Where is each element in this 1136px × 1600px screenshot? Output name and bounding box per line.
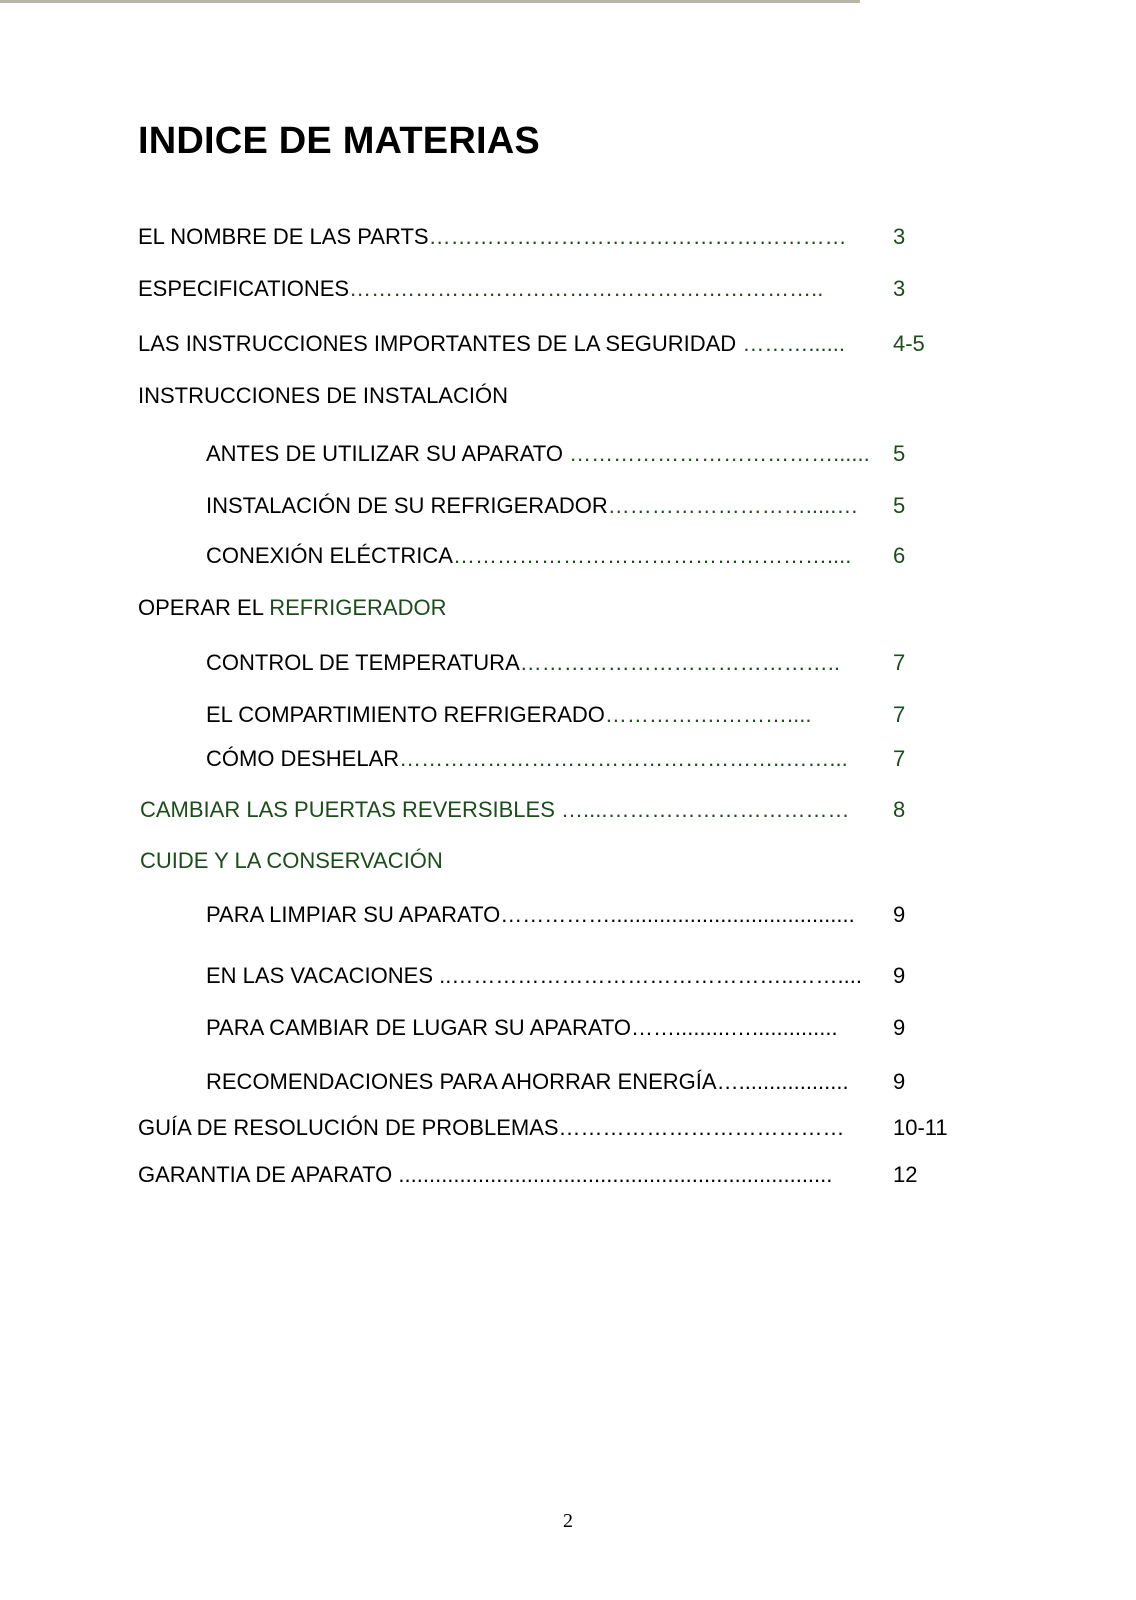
toc-section-label: CUIDE Y LA CONSERVACIÓN [140, 848, 443, 873]
toc-page-number: 12 [893, 1162, 918, 1187]
toc-entry-label: ANTES DE UTILIZAR SU APARATO [206, 441, 570, 466]
toc-leader: …….........….............. [631, 1015, 838, 1040]
toc-entry-label: ESPECIFICATIONES [138, 276, 350, 301]
toc-leader: ……………........................................ [500, 902, 855, 927]
toc-leader: ………………………………...... [569, 441, 870, 466]
toc-page-number: 9 [893, 963, 906, 988]
toc-entry-label: EN LAS VACACIONES [206, 963, 440, 988]
toc-leader: ……………………………………………..……... [399, 746, 848, 771]
toc-entry-moving[interactable] [206, 1015, 838, 1041]
toc-page-number: 7 [893, 702, 906, 727]
toc-entry-troubleshooting[interactable] [138, 1115, 845, 1141]
toc-entry-label: CÓMO DESHELAR [206, 746, 400, 771]
toc-page-number: 6 [893, 543, 906, 568]
top-rule [0, 0, 860, 3]
toc-leader: ..………………………………………..…….... [439, 963, 863, 988]
toc-leader: ……………………………………………………….. [349, 276, 824, 301]
toc-leader: ……………………….....… [607, 493, 859, 518]
toc-entry-label: EL NOMBRE DE LAS PARTS [138, 224, 429, 249]
toc-page-number: 9 [893, 1069, 906, 1094]
toc-entry-temp-control[interactable] [206, 650, 840, 676]
toc-entry-before-use[interactable] [206, 441, 870, 467]
toc-section-installation[interactable] [138, 383, 508, 409]
toc-entry-label: PARA LIMPIAR SU APARATO [206, 902, 501, 927]
toc-entry-label: CONEXIÓN ELÉCTRICA [206, 543, 453, 568]
toc-entry-warranty[interactable] [138, 1162, 832, 1188]
toc-leader: ………...... [742, 331, 845, 356]
toc-entry-electrical[interactable] [206, 543, 851, 569]
toc-entry-label: GUÍA DE RESOLUCIÓN DE PROBLEMAS [138, 1115, 559, 1140]
toc-page-number: 4-5 [893, 331, 925, 356]
toc-leader: …………….……….... [604, 702, 812, 727]
toc-leader: ….................. [716, 1069, 849, 1094]
toc-leader: …....…………………………… [561, 797, 850, 822]
toc-entry-compartment[interactable] [206, 702, 811, 728]
toc-leader: …………………………………….. [519, 650, 840, 675]
toc-entry-energy[interactable] [206, 1069, 849, 1095]
toc-entry-label: LAS INSTRUCCIONES IMPORTANTES DE LA SEGURIDAD [138, 331, 743, 356]
toc-entry-label: CAMBIAR LAS PUERTAS REVERSIBLES [140, 797, 561, 822]
toc-section-label: INSTRUCCIONES DE INSTALACIÓN [138, 383, 508, 408]
toc-page-number: 9 [893, 1015, 906, 1040]
toc-entry-install-fridge[interactable] [206, 493, 858, 519]
toc-section-label-highlight: REFRIGERADOR [269, 595, 447, 620]
toc-entry-doors[interactable] [140, 797, 849, 823]
toc-page-number: 3 [893, 224, 906, 249]
toc-leader: …………………………………………….... [452, 543, 852, 568]
toc-page-number: 8 [893, 797, 906, 822]
toc-entry-label: PARA CAMBIAR DE LUGAR SU APARATO [206, 1015, 632, 1040]
toc-entry-defrost[interactable] [206, 746, 848, 772]
toc-entry-label: GARANTIA DE APARATO [138, 1162, 399, 1187]
toc-section-operate[interactable] [138, 595, 446, 621]
toc-entry-label: CONTROL DE TEMPERATURA [206, 650, 520, 675]
toc-page-number: 10-11 [893, 1115, 948, 1140]
toc-leader: ....................................................................... [398, 1162, 833, 1187]
toc-page-number: 3 [893, 276, 906, 301]
toc-entry-cleaning[interactable] [206, 902, 855, 928]
toc-entry-safety[interactable] [138, 331, 845, 357]
toc-entry-parts[interactable] [138, 224, 847, 250]
toc-page-number: 7 [893, 650, 906, 675]
toc-entry-vacation[interactable] [206, 963, 862, 989]
toc-entry-label: EL COMPARTIMIENTO REFRIGERADO [206, 702, 605, 727]
toc-entry-label: RECOMENDACIONES PARA AHORRAR ENERGÍA [206, 1069, 717, 1094]
toc-section-label: OPERAR EL [138, 595, 270, 620]
toc-page-number: 9 [893, 902, 906, 927]
toc-entry-label: INSTALACIÓN DE SU REFRIGERADOR [206, 493, 608, 518]
toc-page-number: 5 [893, 441, 906, 466]
toc-leader: ………………………………………………… [428, 224, 847, 249]
page-number: 2 [563, 1510, 573, 1532]
toc-page-number: 5 [893, 493, 906, 518]
page-title: INDICE DE MATERIAS [138, 120, 540, 162]
toc-leader: ………………………………… [558, 1115, 845, 1140]
toc-page-number: 7 [893, 746, 906, 771]
toc-section-care[interactable] [140, 848, 443, 874]
toc-entry-specs[interactable] [138, 276, 823, 302]
